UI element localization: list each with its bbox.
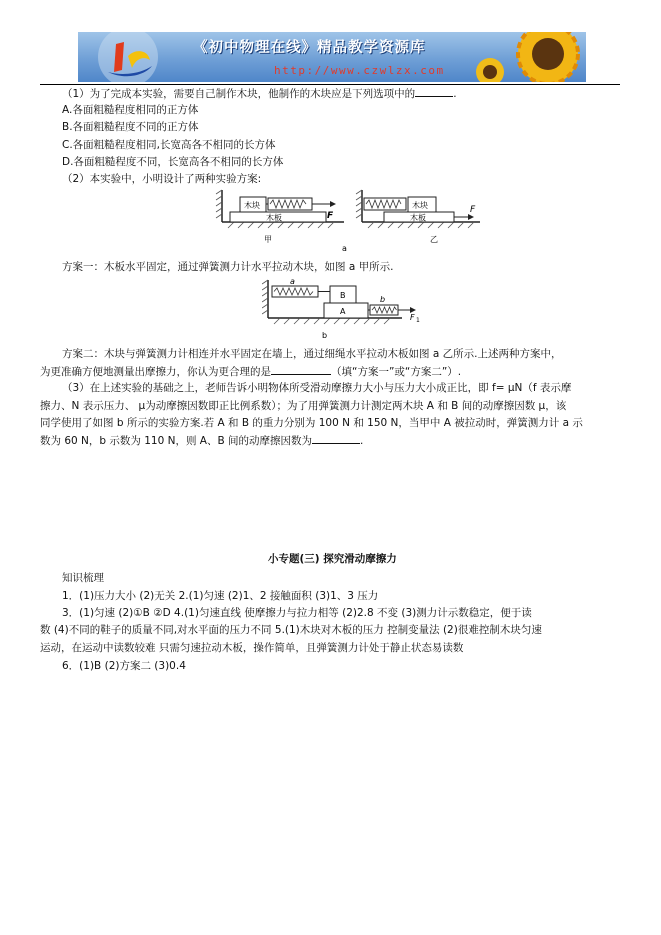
plan-2-line-1: 方案二：木块与弹簧测力计相连并水平固定在墙上，通过细绳水平拉动木板如图 a 乙所示.上述两种方案中， xyxy=(62,348,562,360)
answers-subheading: 知识梳理 xyxy=(62,572,104,584)
question-3-line-2: 擦力、N 表示压力、 μ为动摩擦因数即正比例系数）；为了用弹簧测力计测定两木块 A 和 B 间的动摩擦因数 μ，该 xyxy=(40,400,567,412)
answer-line-1: 1．(1)压力大小 (2)无关 2.(1)匀速 (2)1、2 接触面积 (3)1、3 压力 xyxy=(62,590,379,602)
label-b: b xyxy=(380,295,386,304)
option-b: B.各面粗糙程度不同的正方体 xyxy=(62,121,199,133)
yi-block-label: 木块 xyxy=(412,201,428,210)
spring-scale-b xyxy=(370,305,398,315)
force-f1-sub: 1 xyxy=(416,317,420,324)
jia-block-label: 木块 xyxy=(244,201,260,210)
plan-2-text: 为更准确方便地测量出摩擦力，你认为更合理的是 xyxy=(40,366,271,378)
answers-heading: 小专题(三) 探究滑动摩擦力 xyxy=(268,553,397,565)
question-1-text: （1）为了完成本实验，需要自己制作木块，他制作的木块应是下列选项中的 xyxy=(62,88,416,100)
figure-b xyxy=(262,278,426,342)
option-c: C.各面粗糙程度相同,长宽高各不相同的长方体 xyxy=(62,139,276,151)
block-a xyxy=(324,303,368,318)
label-block-a: A xyxy=(340,307,346,316)
site-url: http://www.czwlzx.com xyxy=(274,64,445,77)
yi-caption: 乙 xyxy=(430,235,438,244)
plan-2-hint: （填“方案一”或“方案二”）. xyxy=(331,366,462,378)
option-d: D.各面粗糙程度不同，长宽高各不相同的长方体 xyxy=(62,156,284,168)
answer-blank xyxy=(415,85,453,97)
answer-line-4: 运动，在运动中读数较难 只需匀速拉动木板，操作简单，且弹簧测力计处于静止状态易读数 xyxy=(40,642,464,654)
answer-line-5: 6．(1)B (2)方案二 (3)0.4 xyxy=(62,660,186,672)
site-title: 《初中物理在线》精品教学资源库 xyxy=(193,39,426,56)
option-a: A.各面粗糙程度相同的正方体 xyxy=(62,104,199,116)
jia-force-label: F xyxy=(327,211,334,221)
figure-a-jia xyxy=(216,190,344,244)
plan-1: 方案一：木板水平固定，通过弹簧测力计水平拉动木块，如图 a 甲所示. xyxy=(62,261,394,273)
question-3-line-3: 同学使用了如图 b 所示的实验方案.若 A 和 B 的重力分别为 100 N 和 150 N，当甲中 A 被拉动时，弹簧测力计 a 示 xyxy=(40,417,583,429)
label-block-b: B xyxy=(340,291,346,300)
question-1: （1）为了完成本实验，需要自己制作木块，他制作的木块应是下列选项中的 . xyxy=(62,85,457,103)
jia-caption: 甲 xyxy=(264,235,272,244)
answer-blank xyxy=(271,363,331,375)
answer-line-3: 数 (4)不同的鞋子的质量不同,对水平面的压力不同 5.(1)木块对木板的压力 控制变量法 (2)很难控制木块匀速 xyxy=(40,624,542,636)
plan-2-line-2 xyxy=(40,363,461,381)
figure-a-yi xyxy=(356,190,480,244)
figure-b-caption: b xyxy=(322,331,328,340)
label-a: a xyxy=(290,278,295,286)
question-3-text: 数为 60 N，b 示数为 110 N，则 A、B 间的动摩擦因数为 xyxy=(40,435,313,447)
jia-board-label: 木板 xyxy=(266,213,282,223)
force-f1-label: F xyxy=(410,313,415,322)
question-3-line-1: （3）在上述实验的基础之上，老师告诉小明物体所受滑动摩擦力大小与压力大小成正比，即 f= μN（f 表示摩 xyxy=(62,382,572,394)
header-banner xyxy=(78,32,586,82)
yi-board-label: 木板 xyxy=(410,213,426,223)
figure-a xyxy=(214,188,480,252)
jia-force-arrow xyxy=(330,201,336,207)
question-2: （2）本实验中，小明设计了两种实验方案: xyxy=(62,173,262,185)
yi-force-label: F xyxy=(470,205,476,215)
answer-line-2: 3．(1)匀速 (2)①B ②D 4.(1)匀速直线 使摩擦力与拉力相等 (2)2.8 不变 (3)测力计示数稳定，便于读 xyxy=(62,607,532,619)
sunflower-decoration xyxy=(518,32,578,82)
figure-a-caption: a xyxy=(342,244,347,252)
question-3-line-4: 数为 60 N，b 示数为 110 N，则 A、B 间的动摩擦因数为 . xyxy=(40,432,363,450)
answer-blank xyxy=(312,432,360,444)
